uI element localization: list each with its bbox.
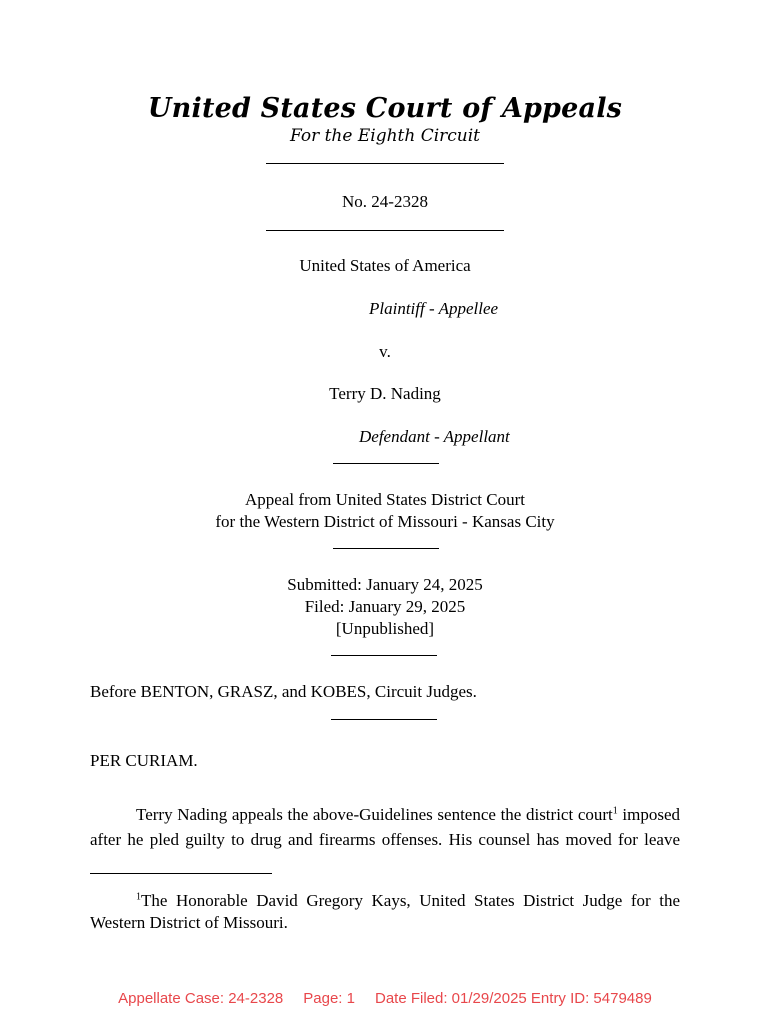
divider	[333, 548, 439, 549]
divider	[266, 230, 504, 231]
footnote-rule	[90, 873, 272, 874]
versus: v.	[379, 342, 391, 361]
plaintiff-role: Plaintiff - Appellee	[369, 299, 499, 318]
body-text: imposed	[617, 805, 680, 824]
divider	[331, 655, 437, 656]
body-line-1	[136, 804, 680, 826]
filed-date: Filed: January 29, 2025	[304, 597, 466, 616]
publication-status: [Unpublished]	[335, 619, 435, 638]
defendant-role: Defendant - Appellant	[359, 427, 510, 446]
footnote-text: The Honorable David Gregory Kays, United States District Judge for the	[141, 891, 680, 910]
appeal-line-2: for the Western District of Missouri - Kansas City	[215, 512, 555, 531]
body-line-2: after he pled guilty to drug and firearms offenses. His counsel has moved for leave	[90, 830, 680, 849]
footer-date-entry: Date Filed: 01/29/2025 Entry ID: 5479489	[374, 990, 652, 1007]
divider	[333, 463, 439, 464]
panel-line: Before BENTON, GRASZ, and KOBES, Circuit Judges.	[90, 682, 477, 701]
case-number: No. 24-2328	[342, 192, 428, 211]
appeal-line-1: Appeal from United States District Court	[245, 490, 525, 509]
footnote-line-1	[136, 890, 680, 912]
body-text: Terry Nading appeals the above-Guidelines sentence the district court	[136, 805, 613, 824]
submitted-date: Submitted: January 24, 2025	[287, 575, 483, 594]
circuit-subtitle: For the Eighth Circuit	[289, 126, 481, 146]
plaintiff-name: United States of America	[299, 256, 471, 275]
divider	[331, 719, 437, 720]
footer-case: Appellate Case: 24-2328	[118, 990, 284, 1007]
defendant-name: Terry D. Nading	[329, 384, 441, 403]
court-title: United States Court of Appeals	[147, 93, 623, 124]
per-curiam: PER CURIAM.	[90, 751, 198, 770]
footnote-line-2: Western District of Missouri.	[90, 913, 288, 932]
footnote-marker: 1	[136, 891, 141, 903]
footer-page: Page: 1	[303, 990, 355, 1007]
divider	[266, 163, 504, 164]
filing-footer	[0, 990, 770, 1007]
footnote-ref: 1	[612, 805, 618, 817]
